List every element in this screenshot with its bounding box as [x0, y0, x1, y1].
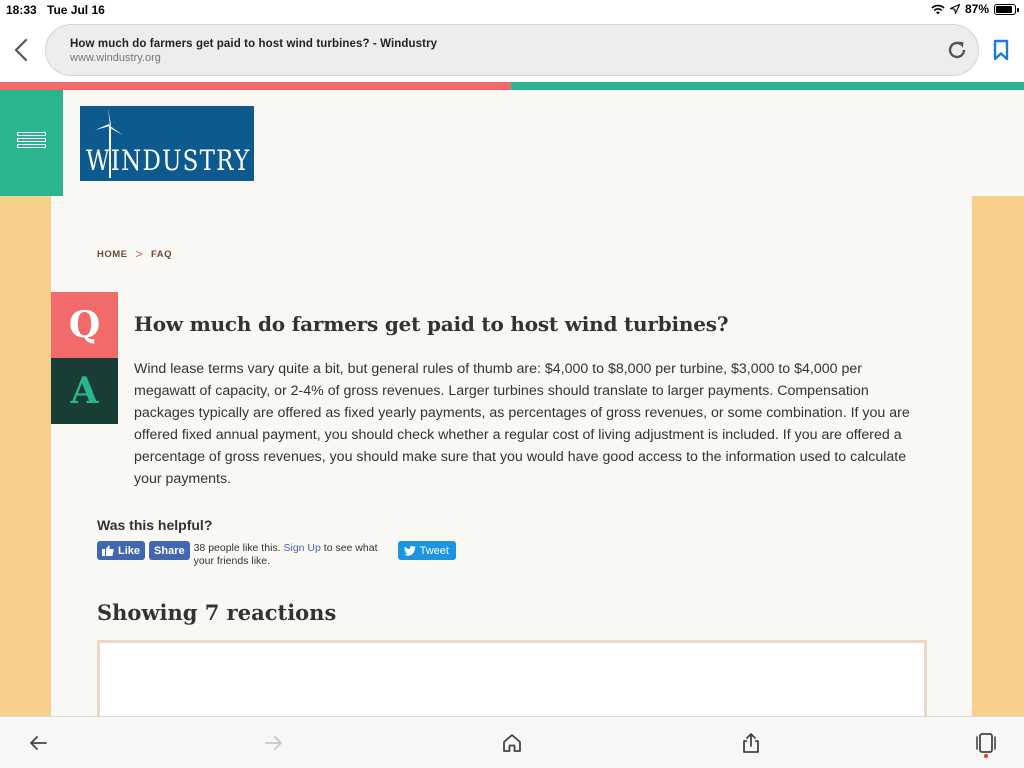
question-heading: How much do farmers get paid to host wind turbines? — [134, 312, 729, 336]
answer-badge: A — [51, 358, 118, 424]
breadcrumb-separator: > — [135, 247, 144, 261]
battery-icon — [994, 4, 1016, 15]
wifi-icon — [931, 4, 945, 15]
tabs-icon[interactable] — [974, 731, 998, 755]
question-badge: Q — [51, 292, 118, 358]
reactions-box — [97, 640, 927, 716]
breadcrumb-home[interactable]: HOME — [97, 248, 128, 260]
like-count-text — [194, 542, 384, 567]
twitter-bird-icon — [404, 546, 416, 556]
status-date: Tue Jul 16 — [47, 3, 105, 17]
like-count: 38 people like this. — [193, 542, 281, 554]
breadcrumb — [97, 247, 172, 261]
browser-bottom-toolbar — [0, 716, 1024, 768]
right-side-band — [972, 196, 1024, 716]
reload-icon[interactable] — [946, 39, 968, 61]
status-time: 18:33 — [6, 3, 37, 17]
answer-text: Wind lease terms vary quite a bit, but general rules of thumb are: $4,000 to $8,000 per turbine, $3,000 to $4,000 per megawatt of capacity, or 2-4% of gross revenues. Larger turbines should translate to larger payments. Compensation packages typically are offered as fixed yearly payments, as percentages of gross revenues, or some combination. If you are offered fixed annual payment, you should check whether a regular cost of living adjustment is included. If you are offered a percentage of gross revenues, you should make sure that you would have good access to the information used to calculate your payments. — [134, 361, 910, 487]
tweet-label: Tweet — [419, 544, 449, 557]
helpful-label: Was this helpful? — [97, 517, 213, 533]
home-icon[interactable] — [500, 731, 524, 755]
thumbs-up-icon — [102, 545, 114, 556]
logo-text: WINDUSTRY — [86, 144, 251, 177]
web-page — [0, 90, 1024, 716]
accent-red-bar — [0, 82, 511, 90]
left-side-band — [0, 196, 51, 716]
back-chevron-icon[interactable] — [10, 36, 34, 64]
browser-toolbar — [0, 20, 1024, 82]
url-host: www.windustry.org — [70, 52, 161, 64]
menu-button[interactable] — [0, 90, 63, 196]
battery-percent: 87% — [964, 2, 989, 16]
forward-arrow-icon[interactable] — [262, 731, 286, 755]
location-arrow-icon — [950, 4, 960, 14]
address-bar[interactable] — [45, 24, 979, 76]
page-title-in-address: How much do farmers get paid to host wind turbines? - Windustry — [70, 38, 438, 50]
back-arrow-icon[interactable] — [26, 731, 50, 755]
facebook-share-button[interactable]: Share — [149, 541, 190, 560]
social-buttons — [97, 541, 456, 567]
bookmark-icon[interactable] — [993, 39, 1009, 61]
facebook-like-button[interactable] — [97, 541, 145, 560]
status-indicators — [931, 2, 1016, 16]
signup-suffix: to see what your friends like. — [193, 542, 378, 567]
reactions-heading: Showing 7 reactions — [97, 600, 337, 625]
tweet-button[interactable] — [398, 541, 456, 560]
windustry-logo[interactable] — [80, 106, 254, 181]
menu-icon — [17, 132, 47, 154]
breadcrumb-faq[interactable]: FAQ — [151, 248, 173, 260]
notification-dot — [984, 754, 988, 758]
accent-strip — [0, 82, 1024, 90]
accent-green-bar — [511, 82, 1024, 90]
status-bar — [0, 0, 1024, 20]
signup-link[interactable]: Sign Up — [283, 542, 321, 554]
like-label: Like — [118, 544, 141, 557]
share-icon[interactable] — [739, 731, 763, 755]
